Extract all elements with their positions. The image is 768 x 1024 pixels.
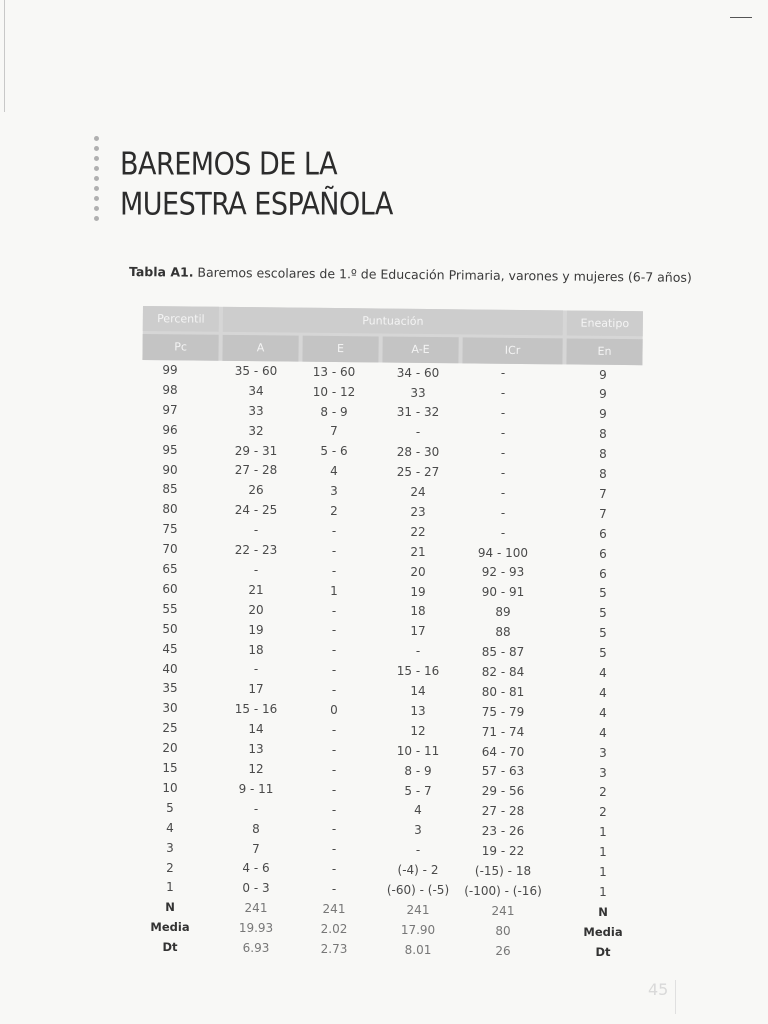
cell-icr: - (500, 406, 506, 421)
cell-a-e: (-60) - (-5) (386, 883, 450, 897)
cell-icr: 80 (495, 923, 511, 938)
cell-e: 2.02 (320, 921, 348, 936)
header-col-pc: Pc (142, 334, 218, 361)
cell-a: - (253, 562, 259, 577)
cell-icr: 88 (495, 625, 511, 640)
cell-icr: 19 - 22 (481, 844, 525, 859)
cell-percentil: 45 (162, 641, 178, 656)
cell-e: 0 (330, 703, 338, 718)
cell-a: 20 (248, 602, 264, 617)
cell-a-e: 3 (414, 823, 422, 838)
cell-a: 7 (252, 841, 260, 856)
cell-icr: - (500, 446, 506, 461)
cell-e: - (331, 603, 337, 618)
cell-percentil: 25 (162, 721, 178, 736)
cell-a: - (253, 523, 259, 538)
cell-e: 4 (330, 464, 338, 479)
cell-en: 3 (599, 745, 607, 760)
cell-e: - (331, 782, 337, 797)
cell-en: 8 (599, 447, 607, 462)
heading-line-1: BAREMOS DE LA (120, 146, 338, 183)
cell-a-e: 17.90 (400, 922, 436, 937)
cell-percentil: 4 (166, 820, 174, 835)
cell-a: 32 (248, 423, 264, 438)
cell-a: 33 (248, 403, 264, 418)
cell-a-e: 24 (410, 485, 426, 499)
cell-a-e: 15 - 16 (396, 664, 440, 679)
cell-e: - (331, 842, 337, 857)
cell-icr: 27 - 28 (481, 804, 525, 819)
header-col-a: A (222, 335, 298, 362)
cell-e: - (331, 663, 337, 678)
cell-percentil: 1 (166, 880, 174, 895)
page-number: 45 (648, 980, 669, 999)
cell-e: - (331, 802, 337, 817)
cell-e: 8 - 9 (320, 404, 348, 419)
cell-en: 5 (599, 646, 607, 661)
cell-a: 24 - 25 (234, 503, 278, 518)
cell-percentil: 85 (162, 482, 178, 497)
cell-e: - (331, 722, 337, 737)
cell-icr: - (500, 386, 506, 401)
cell-e: - (331, 862, 337, 877)
cell-percentil: 80 (162, 502, 178, 517)
cell-percentil: Media (150, 920, 190, 935)
cell-a-e: 4 (414, 803, 422, 818)
cell-icr: 80 - 81 (481, 684, 525, 699)
cell-icr: - (500, 485, 506, 500)
cell-a-e: 10 - 11 (396, 743, 440, 758)
cell-percentil: 10 (162, 780, 178, 795)
cell-icr: - (500, 505, 506, 520)
cell-a: 12 (248, 761, 264, 776)
cell-a-e: 13 (410, 703, 426, 718)
cell-a-e: 17 (410, 624, 426, 639)
cell-e: - (331, 742, 337, 757)
cell-en: 4 (599, 705, 607, 720)
cell-icr: 75 - 79 (481, 704, 525, 719)
cell-a-e: 8.01 (404, 942, 432, 957)
cell-en: 6 (599, 546, 607, 561)
cell-e: - (331, 762, 337, 777)
cell-e: - (331, 523, 337, 538)
cell-a: 22 - 23 (234, 543, 278, 557)
cell-en: 4 (599, 685, 607, 700)
page-number-divider (675, 980, 676, 1014)
cell-a-e: (-4) - 2 (397, 863, 439, 878)
cell-a: 8 (252, 821, 260, 836)
header-col-en: En (566, 338, 642, 365)
cell-percentil: 99 (162, 363, 178, 377)
cell-e: 241 (322, 902, 346, 917)
cell-percentil: Dt (162, 940, 178, 955)
cell-icr: 94 - 100 (477, 545, 529, 560)
cell-a: 19.93 (238, 921, 274, 936)
cell-a: 14 (248, 722, 264, 737)
cell-en: 9 (599, 387, 607, 402)
cell-icr: 92 - 93 (481, 565, 525, 580)
cell-a-e: 33 (410, 385, 426, 400)
cell-percentil: 75 (162, 522, 178, 537)
cell-icr: 57 - 63 (481, 764, 525, 779)
cell-en: 7 (599, 486, 607, 501)
cell-en: 6 (599, 566, 607, 581)
cell-percentil: 3 (166, 840, 174, 855)
cell-icr: - (500, 465, 506, 480)
cell-percentil: 40 (162, 661, 178, 676)
cell-percentil: 20 (162, 741, 178, 756)
cell-e: 2 (330, 504, 338, 519)
cell-e: - (331, 563, 337, 578)
caption-text: Baremos escolares de 1.º de Educación Primaria, varones y mujeres (6-7 años) (193, 264, 692, 285)
cell-a: 241 (244, 901, 268, 916)
cell-a-e: - (415, 425, 421, 440)
cell-en: 9 (599, 367, 607, 382)
cell-icr: (-15) - 18 (474, 863, 532, 878)
cell-icr: 241 (491, 903, 515, 918)
cell-a-e: 21 (410, 544, 426, 559)
cell-a-e: 25 - 27 (396, 465, 440, 480)
cell-en: 1 (599, 884, 607, 899)
cell-a: 6.93 (242, 941, 270, 955)
cell-a: 35 - 60 (234, 363, 278, 378)
cell-a: 34 (248, 383, 264, 398)
cell-en: 5 (599, 626, 607, 641)
cell-a-e: 8 - 9 (404, 763, 432, 778)
cell-en: 5 (599, 606, 607, 621)
cell-icr: 64 - 70 (481, 744, 525, 759)
cell-e: - (331, 683, 337, 698)
cell-icr: 85 - 87 (481, 645, 525, 660)
cell-e: 7 (330, 424, 338, 439)
cell-en: 1 (599, 845, 607, 860)
cell-icr: 90 - 91 (481, 585, 525, 600)
cell-icr: 89 (495, 605, 511, 620)
cell-percentil: 15 (162, 761, 178, 775)
cell-icr: 82 - 84 (481, 664, 525, 679)
cell-a-e: 241 (406, 902, 430, 917)
cell-en: 4 (599, 725, 607, 740)
cell-en: 1 (599, 825, 607, 840)
cell-a: 9 - 11 (238, 781, 274, 796)
cell-a: 17 (248, 682, 264, 697)
header-col-e: E (302, 336, 378, 363)
cell-percentil: 98 (162, 382, 178, 397)
cell-en: 2 (599, 805, 607, 820)
cell-a: 0 - 3 (242, 881, 270, 896)
cell-e: - (331, 623, 337, 638)
cell-a-e: 12 (410, 723, 426, 738)
header-col-icr: ICr (462, 337, 562, 364)
cell-percentil: 96 (162, 422, 178, 437)
cell-a: 4 - 6 (242, 861, 270, 876)
cell-a: 21 (248, 582, 264, 597)
cell-a-e: 34 - 60 (396, 365, 440, 380)
cell-en: Media (583, 924, 623, 939)
cell-a: - (253, 662, 259, 677)
cell-e: 1 (330, 583, 338, 598)
cell-a: 27 - 28 (234, 463, 278, 478)
cell-en: 4 (599, 666, 607, 681)
heading-line-2: MUESTRA ESPAÑOLA (120, 185, 393, 223)
header-group-eneatipo: Eneatipo (567, 310, 643, 336)
cell-e: 2.73 (320, 941, 348, 956)
cell-percentil: 2 (166, 860, 174, 875)
cell-percentil: N (165, 900, 175, 915)
cell-percentil: 50 (162, 621, 178, 636)
header-group-percentil: Percentil (143, 306, 219, 332)
cell-a-e: 23 (410, 504, 426, 519)
cell-e: 3 (330, 484, 338, 499)
cell-icr: - (500, 366, 506, 381)
cell-e: - (331, 643, 337, 658)
cell-icr: 23 - 26 (481, 824, 525, 839)
cell-icr: 26 (495, 943, 511, 958)
cell-percentil: 35 (162, 681, 178, 696)
cell-a: 26 (248, 483, 264, 498)
cell-percentil: 90 (162, 462, 178, 477)
cell-a-e: 18 (410, 604, 426, 619)
cell-en: 2 (599, 785, 607, 800)
cell-en: 7 (599, 506, 607, 521)
cell-icr: - (500, 525, 506, 540)
cell-a: 29 - 31 (234, 443, 278, 458)
cell-percentil: 70 (162, 542, 178, 557)
cell-a-e: - (415, 644, 421, 659)
cell-en: Dt (595, 944, 611, 959)
cell-en: 1 (599, 865, 607, 880)
header-group-puntuacion: Puntuación (223, 307, 563, 336)
cell-percentil: 60 (162, 581, 178, 596)
cell-a-e: 20 (410, 564, 426, 579)
cell-e: - (331, 822, 337, 837)
cell-a-e: 28 - 30 (396, 445, 440, 460)
cell-en: N (598, 904, 608, 919)
caption-label: Tabla A1. (128, 264, 194, 280)
cell-e: 5 - 6 (320, 444, 348, 459)
cell-icr: - (500, 426, 506, 441)
cell-en: 5 (599, 586, 607, 601)
cell-percentil: 30 (162, 701, 178, 716)
cell-percentil: 65 (162, 562, 178, 576)
cell-a: - (253, 801, 259, 816)
cell-a-e: 14 (410, 684, 426, 698)
cell-en: 3 (599, 765, 607, 780)
cell-e: - (331, 882, 337, 897)
cell-en: 6 (599, 526, 607, 541)
cell-a-e: 22 (410, 524, 426, 539)
cell-a: 19 (248, 622, 264, 637)
header-col-a-e: A-E (382, 337, 458, 364)
cell-icr: (-100) - (-16) (464, 883, 542, 898)
cell-icr: 29 - 56 (481, 784, 525, 799)
cell-e: 10 - 12 (312, 384, 356, 399)
cell-a: 18 (248, 642, 264, 657)
cell-percentil: 95 (162, 442, 178, 457)
cell-percentil: 97 (162, 402, 178, 417)
cell-en: 9 (599, 407, 607, 422)
cell-e: 13 - 60 (312, 364, 356, 379)
cell-e: - (331, 543, 337, 558)
cell-en: 8 (599, 427, 607, 442)
cell-a: 13 (248, 742, 264, 756)
cell-a-e: 31 - 32 (396, 405, 440, 420)
cell-a-e: 5 - 7 (404, 783, 432, 798)
cell-a-e: 19 (410, 584, 426, 599)
cell-percentil: 5 (166, 800, 174, 815)
cell-percentil: 55 (162, 601, 178, 616)
cell-en: 8 (599, 467, 607, 482)
cell-icr: 71 - 74 (481, 724, 525, 739)
cell-a-e: - (415, 843, 421, 858)
cell-a: 15 - 16 (234, 702, 278, 717)
